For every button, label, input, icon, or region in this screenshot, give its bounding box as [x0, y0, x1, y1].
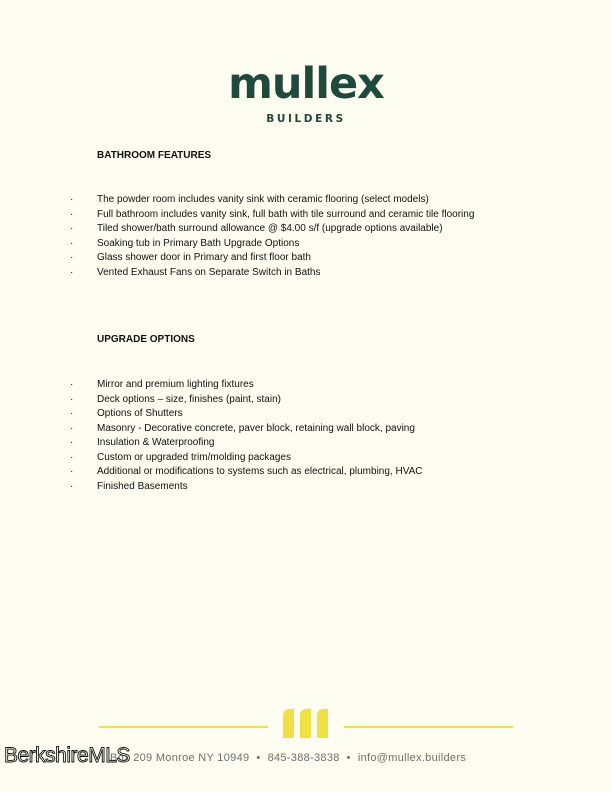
footer-email: info@mullex.builders — [357, 752, 467, 764]
list-item: · Deck options – size, finishes (paint, stain) — [70, 393, 423, 408]
company-logo — [0, 60, 612, 125]
brand-mark-icon — [281, 706, 333, 738]
footer-separator: • — [256, 752, 261, 764]
list-item: · Full bathroom includes vanity sink, full bath with tile surround and ceramic tile flooring — [70, 208, 474, 223]
list-item: · The powder room includes vanity sink with ceramic flooring (select models) — [70, 193, 474, 208]
upgrade-options-list — [70, 378, 423, 494]
footer-rule-left — [99, 726, 268, 728]
list-item: · Additional or modifications to systems such as electrical, plumbing, HVAC — [70, 465, 423, 480]
list-item: · Options of Shutters — [70, 407, 423, 422]
watermark: BerkshireMLS — [4, 744, 130, 767]
list-item: · Glass shower door in Primary and first floor bath — [70, 251, 474, 266]
list-item: · Custom or upgraded trim/molding packages — [70, 451, 423, 466]
list-item: · Mirror and premium lighting fixtures — [70, 378, 423, 393]
list-item: · Finished Basements — [70, 480, 423, 495]
footer-contact — [110, 752, 466, 764]
footer-address: Box 209 Monroe NY 10949 — [110, 752, 250, 764]
logo-tagline: BUILDERS — [266, 113, 346, 125]
bathroom-features-list — [70, 193, 474, 280]
list-item: · Tiled shower/bath surround allowance @ $4.00 s/f (upgrade options available) — [70, 222, 474, 237]
footer-separator: • — [346, 752, 351, 764]
bathroom-features-heading: BATHROOM FEATURES — [97, 150, 212, 161]
logo-wordmark: mullex — [228, 59, 384, 109]
list-item: · Soaking tub in Primary Bath Upgrade Options — [70, 237, 474, 252]
list-item: · Insulation & Waterproofing — [70, 436, 423, 451]
upgrade-options-heading: UPGRADE OPTIONS — [97, 334, 195, 345]
footer-rule-right — [344, 726, 513, 728]
list-item: · Vented Exhaust Fans on Separate Switch in Baths — [70, 266, 474, 281]
list-item: · Masonry - Decorative concrete, paver block, retaining wall block, paving — [70, 422, 423, 437]
footer-phone: 845-388-3838 — [267, 752, 340, 764]
